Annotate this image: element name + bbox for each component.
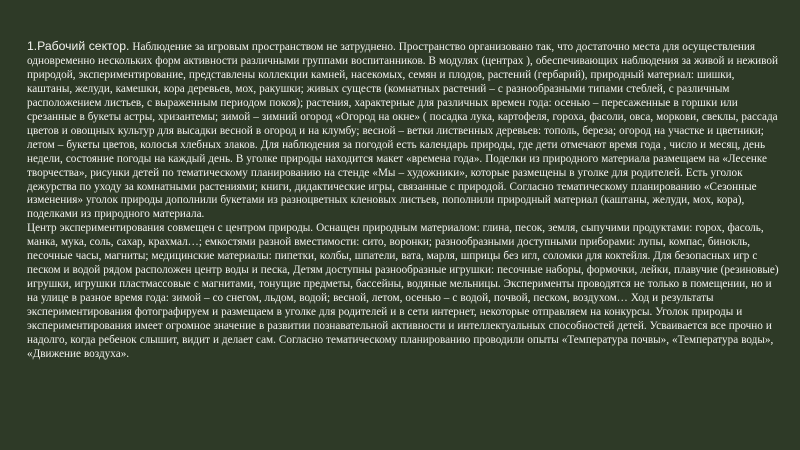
paragraph-working-sector (27, 40, 779, 222)
paragraph-text: Наблюдение за игровым пространством не затруднено. Пространство организовано так, что достаточно места для осуществления одновременно нескольких форм активности различными группами воспитанников. В модулях (центрах ), обеспечивающих наблюдения за живой и неживой природой, экспериментирование, представлены коллекции камней, насекомых, семян и плодов, растений (гербарий), природный материал: шишки, каштаны, желуди, камешки, кора деревьев, мох, ракушки; живых существ (комнатных растений – с разнообразными типами стеблей, с различным расположением листьев, с выраженным периодом покоя); растения, характерные для различных времен года: осенью – пересаженные в горшки или срезанные в букеты астры, хризантемы; зимой – зимний огород «Огород на окне» ( посадка лука, картофеля, гороха, фасоли, овса, моркови, свеклы, рассада цветов и овощных культур для высадки весной в огород и на клумбу; весной – ветки лиственных деревьев: тополь, береза; огород на участке и цветники; летом – букеты цветов, колосья хлебных злаков. Для наблюдения за погодой есть календарь природы, где дети отмечают время года , число и месяц, день недели, состояние погоды на каждый день. В уголке природы находится макет «времена года». Поделки из природного материала размещаем на «Лесенке творчества», рисунки детей по тематическому планированию на стенде «Мы – художники», которые размещены в уголке для родителей. Есть уголок дежурства по уходу за комнатными растениями; книги, дидактические игры, связанные с природой. Согласно тематическому планированию «Сезонные изменения» уголок природы дополнили букетами из разноцветных кленовых листьев, пополнили природный материал (каштаны, желуди, мох, кора), поделками из природного материала. (27, 41, 778, 221)
slide-text-body (27, 40, 779, 362)
section-heading: 1.Рабочий сектор. (27, 39, 130, 53)
paragraph-experiment-center: Центр экспериментирования совмещен с центром природы. Оснащен природным материалом: глина, песок, земля, сыпучими продуктами: горох, фасоль, манка, мука, соль, сахар, крахмал…; емкостями разной вместимости: сито, воронки; разнообразными доступными приборами: лупы, компас, бинокль, песочные часы, магниты; медицинские материалы: пипетки, колбы, шпатели, вата, марля, шприцы без игл, соломки для коктейля. Для безопасных игр с песком и водой рядом расположен центр воды и песка, Детям доступны разнообразные игрушки: песочные наборы, формочки, лейки, плавучие (резиновые) игрушки, игрушки пластмассовые с магнитами, тонущие предметы, бассейны, водяные мельницы. Эксперименты проводятся не только в помещении, но и на улице в разное время года: зимой – со снегом, льдом, водой; весной, летом, осенью – с водой, почвой, песком, воздухом… Ход и результаты экспериментирования фотографируем и размещаем в уголке для родителей и в сети интернет, некоторые отправляем на конкурсы. Уголок природы и экспериментирования имеет огромное значение в развитии познавательной активности и интеллектуальных способностей детей. Усваивается все прочно и надолго, когда ребенок слышит, видит и делает сам. Согласно тематическому планированию проводили опыты «Температура почвы», «Температура воды», «Движение воздуха». (27, 222, 779, 360)
